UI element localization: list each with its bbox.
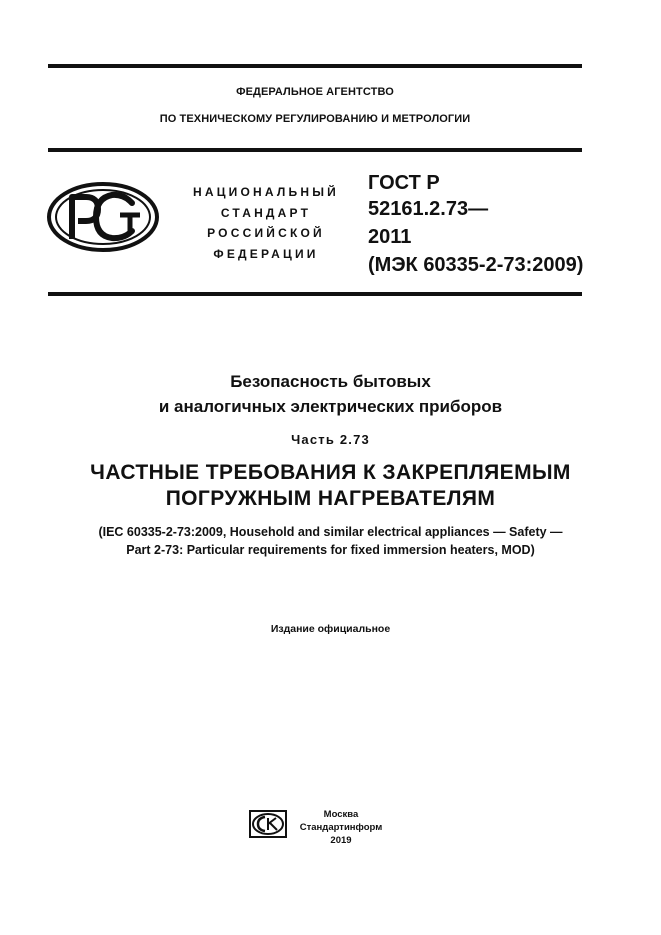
main-title-line-2: ПОГРУЖНЫМ НАГРЕВАТЕЛЯМ [165, 487, 496, 510]
standard-designation-line-2: 52161.2.73— [368, 198, 489, 220]
part-number: Часть 2.73 [291, 432, 370, 447]
publisher-name: Стандартинформ [299, 822, 383, 833]
header-bottom-rule [48, 292, 582, 296]
iec-reference-line-2: Part 2-73: Particular requirements for fixed immersion heaters, MOD) [126, 543, 535, 557]
iec-reference-line-1: (IEC 60335-2-73:2009, Household and similar electrical appliances — Safety — [98, 525, 563, 539]
rst-certification-mark-icon [46, 181, 160, 253]
standartinform-logo-icon [249, 810, 287, 838]
main-title-line-1: ЧАСТНЫЕ ТРЕБОВАНИЯ К ЗАКРЕПЛЯЕМЫМ [90, 461, 571, 484]
agency-bottom-rule [48, 148, 582, 152]
national-standard-line-1: НАЦИОНАЛЬНЫЙ [192, 185, 340, 199]
title-line-1: Безопасность бытовых [230, 372, 431, 391]
standard-designation-line-4: (МЭК 60335-2-73:2009) [368, 254, 584, 276]
national-standard-line-2: СТАНДАРТ [220, 206, 312, 220]
publisher-year: 2019 [330, 835, 352, 846]
top-rule [48, 64, 582, 68]
title-line-2: и аналогичных электрических приборов [158, 397, 503, 416]
edition-label: Издание официальное [270, 623, 391, 635]
national-standard-line-4: ФЕДЕРАЦИИ [213, 247, 319, 261]
agency-line-2: ПО ТЕХНИЧЕСКОМУ РЕГУЛИРОВАНИЮ И МЕТРОЛОГИИ [159, 113, 471, 125]
publisher-city: Москва [323, 809, 359, 820]
national-standard-line-3: РОССИЙСКОЙ [207, 226, 325, 240]
agency-line-1: ФЕДЕРАЛЬНОЕ АГЕНТСТВО [236, 86, 394, 98]
standard-designation-line-1: ГОСТ Р [368, 172, 440, 194]
standard-designation-line-3: 2011 [368, 226, 412, 248]
